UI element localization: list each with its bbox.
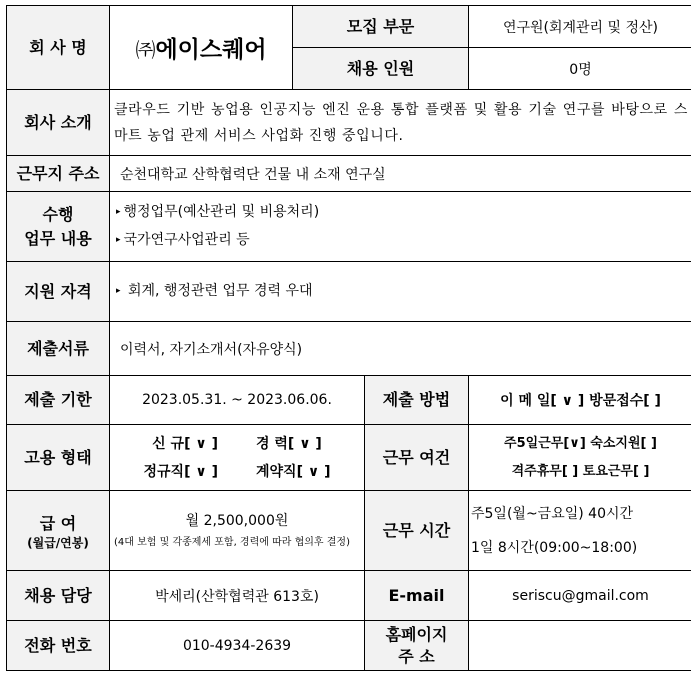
company-label: 회 사 명: [7, 6, 110, 90]
company-name: 에이스퀘어: [155, 37, 267, 63]
contact-label: 채용 담당: [7, 571, 110, 621]
bullet-icon: ▸: [116, 206, 121, 217]
workplace-value: 순천대학교 산학협력단 건물 내 소재 연구실: [110, 156, 691, 192]
salary-value-cell: [110, 491, 365, 571]
contact-value: 박세리(산학협력관 613호): [110, 571, 365, 621]
deadline-value: 2023.05.31. ~ 2023.06.06.: [110, 376, 365, 425]
bullet-icon: ▸: [116, 234, 121, 245]
phone-value: 010-4934-2639: [110, 621, 365, 671]
conditions-label: 근무 여건: [365, 425, 469, 491]
hours-line-1: 주5일(월~금요일) 40시간: [471, 505, 634, 522]
salary-label-line1: 급 여: [39, 513, 77, 533]
qualification-value: 회계, 행정관련 업무 경력 우대: [127, 282, 313, 299]
employment-regular: 정규직[ ∨ ]: [143, 463, 218, 480]
documents-label: 제출서류: [7, 322, 110, 376]
employment-label: 고용 형태: [7, 425, 110, 491]
homepage-label: [365, 621, 469, 671]
method-value: 이 메 일[ ∨ ] 방문접수[ ]: [469, 376, 691, 425]
salary-note: (4대 보험 및 각종제세 포함, 경력에 따라 협의후 결정): [114, 537, 350, 548]
employment-contract: 계약직[ ∨ ]: [256, 463, 331, 480]
workplace-label: 근무지 주소: [7, 156, 110, 192]
duties-label-line2: 업무 내용: [24, 228, 92, 248]
duties-item: ▸ 행정업무(예산관리 및 비용처리): [116, 203, 320, 220]
homepage-value: [469, 621, 691, 671]
job-posting-table: [6, 5, 691, 671]
intro-text: 클라우드 기반 농업용 인공지능 엔진 운용 통합 플랫폼 및 활용 기술 연구를 바탕으로 스마트 농업 관제 서비스 사업화 진행 중입니다.: [110, 90, 691, 156]
conditions-options: [469, 425, 691, 491]
deadline-label: 제출 기한: [7, 376, 110, 425]
email-label: E-mail: [365, 571, 469, 621]
homepage-label-line1: 홈페이지: [385, 624, 448, 644]
duties-list: [110, 192, 691, 262]
recruit-dept-value: 연구원(회계관리 및 정산): [469, 6, 691, 48]
conditions-line-1: 주5일근무[∨] 숙소지원[ ]: [504, 435, 657, 451]
employment-career: 경 력[ ∨ ]: [256, 435, 322, 452]
salary-label-line2: (월급/연봉): [27, 535, 89, 550]
documents-value: 이력서, 자기소개서(자유양식): [110, 322, 691, 376]
employment-new: 신 규[ ∨ ]: [152, 435, 218, 452]
duties-label: [7, 192, 110, 262]
salary-value: 월 2,500,000원: [185, 513, 289, 529]
employment-options: [110, 425, 365, 491]
phone-label: 전화 번호: [7, 621, 110, 671]
company-mark: ㈜: [135, 38, 156, 62]
duties-label-line1: 수행: [42, 204, 74, 224]
salary-label: [7, 491, 110, 571]
hours-label: 근무 시간: [365, 491, 469, 571]
recruit-dept-label: 모집 부문: [293, 6, 469, 48]
company-name-cell: [110, 6, 293, 90]
qualification-label: 지원 자격: [7, 262, 110, 322]
homepage-label-line2: 주 소: [398, 646, 435, 666]
hours-line-2: 1일 8시간(09:00~18:00): [471, 539, 638, 556]
duties-item: ▸ 국가연구사업관리 등: [116, 231, 250, 248]
bullet-icon: ▸: [116, 285, 121, 296]
intro-label: 회사 소개: [7, 90, 110, 156]
hours-value-cell: [469, 491, 691, 571]
email-value: seriscu@gmail.com: [469, 571, 691, 621]
recruit-count-label: 채용 인원: [293, 48, 469, 90]
conditions-line-2: 격주휴무[ ] 토요근무[ ]: [511, 463, 650, 479]
method-label: 제출 방법: [365, 376, 469, 425]
qualification-value-cell: [110, 262, 691, 322]
recruit-count-value: 0명: [469, 48, 691, 90]
